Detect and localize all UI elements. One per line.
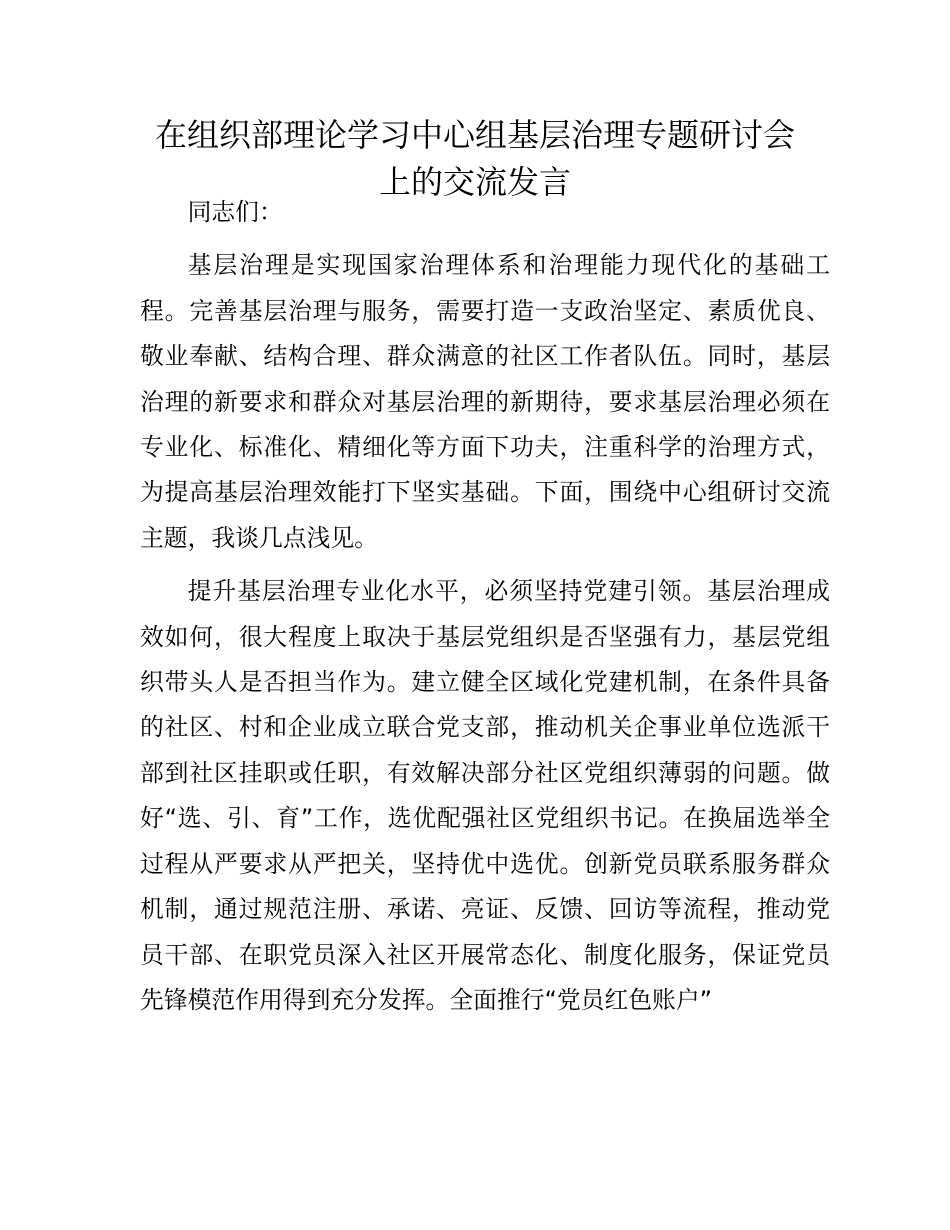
title-line-2: 上的交流发言 <box>378 163 571 201</box>
document-body <box>140 190 830 1023</box>
salutation: 同志们： <box>187 198 283 226</box>
title-line-1: 在组织部理论学习中心组基层治理专题研讨会 <box>154 116 795 154</box>
paragraph-2: 提升基层治理专业化水平，必须坚持党建引领。基层治理成效如何，很大程度上取决于基层党组织是否坚强有力，基层党组织带头人是否担当作为。建立健全区域化党建机制，在条件具备的社区、村和企业成立联合党支部，推动机关企事业单位选派干部到社区挂职或任职，有效解决部分社区党组织薄弱的问题。做好“选、引、育”工作，选优配强社区党组织书记。在换届选举全过程从严要求从严把关，坚持优中选优。创新党员联系服务群众机制，通过规范注册、承诺、亮证、反馈、回访等流程，推动党员干部、在职党员深入社区开展常态化、制度化服务，保证党员先锋模范作用得到充分发挥。全面推行“党员红色账户” <box>140 577 830 1014</box>
paragraph-1: 基层治理是实现国家治理体系和治理能力现代化的基础工程。完善基层治理与服务，需要打造一支政治坚定、素质优良、敬业奉献、结构合理、群众满意的社区工作者队伍。同时，基层治理的新要求和群众对基层治理的新期待，要求基层治理必须在专业化、标准化、精细化等方面下功夫，注重科学的治理方式，为提高基层治理效能打下坚实基础。下面，围绕中心组研讨交流主题，我谈几点浅见。 <box>140 251 830 552</box>
